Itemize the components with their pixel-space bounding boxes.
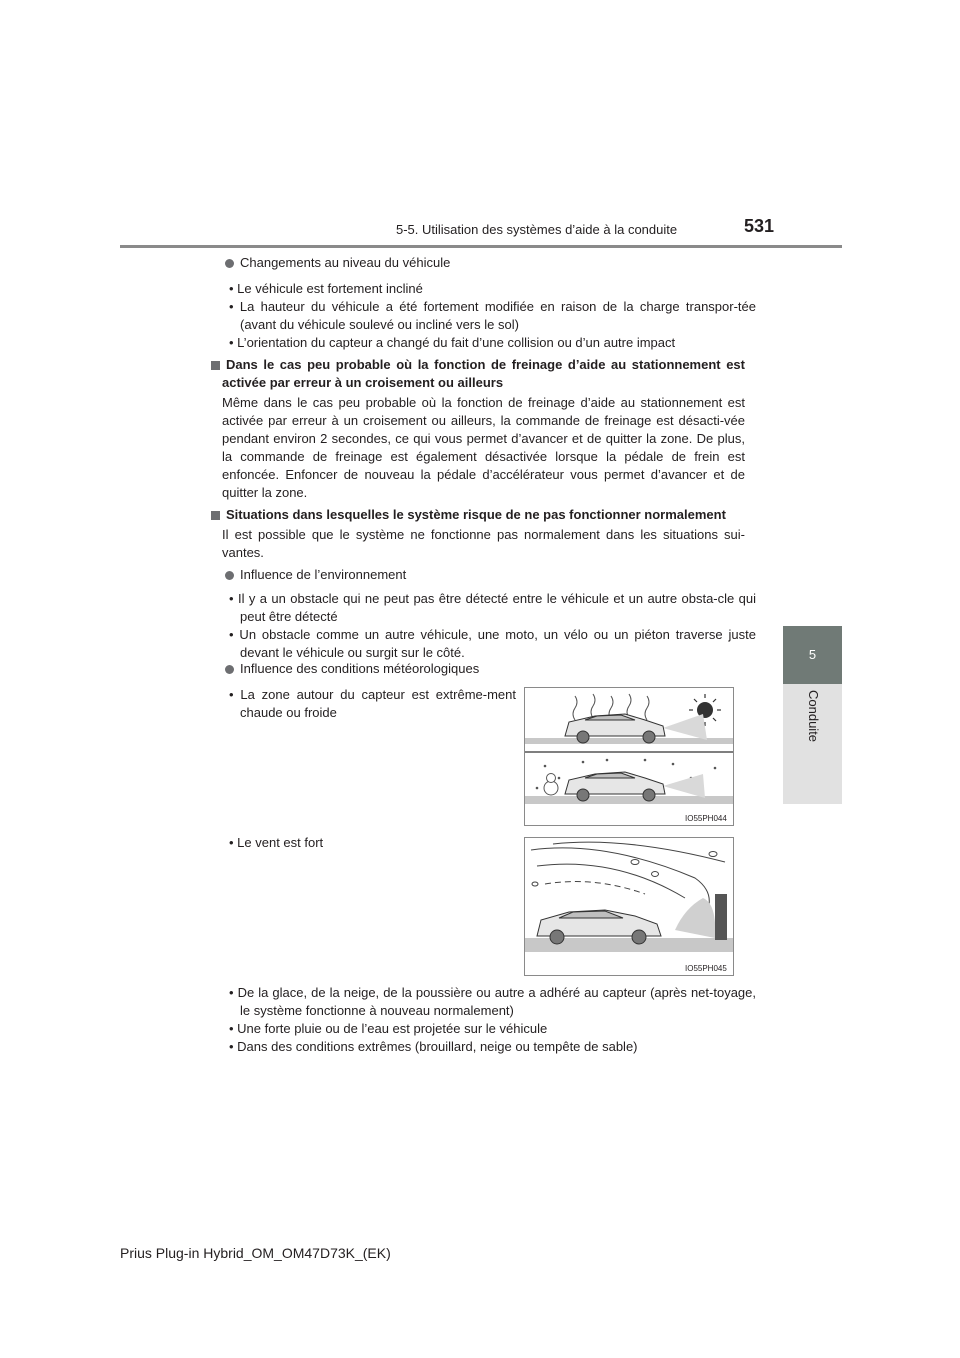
heading-text: Dans le cas peu probable où la fonction de freinage d’aide au stationnement est activée par erreur à un croisement ou ailleurs <box>222 357 745 390</box>
figure-temperature <box>524 687 734 826</box>
item-title: Influence des conditions météorologiques <box>240 661 480 676</box>
wind-illustration <box>525 838 733 975</box>
wall-obstacle <box>715 894 727 940</box>
list-item: • Un obstacle comme un autre véhicule, une moto, un vélo ou un piéton traverse juste devant le véhicule ou surgit sur le côté. <box>229 627 756 660</box>
square-bullet-icon <box>211 361 220 370</box>
circle-bullet-icon <box>225 665 234 674</box>
list-item: • Il y a un obstacle qui ne peut pas être détecté entre le véhicule et un autre obsta-cle qui peut être détecté <box>229 591 756 624</box>
section-heading-2 <box>222 506 745 524</box>
wind-icon <box>531 842 725 912</box>
list-item: • Le véhicule est fortement incliné <box>229 281 423 296</box>
item-title: Changements au niveau du véhicule <box>240 255 451 270</box>
snowman-icon <box>544 774 558 796</box>
item-title: Influence de l’environnement <box>240 567 407 582</box>
document-footer: Prius Plug-in Hybrid_OM_OM47D73K_(EK) <box>120 1245 391 1261</box>
temperature-illustration <box>525 688 733 825</box>
leaf-icon <box>532 852 717 887</box>
item-environment <box>222 566 745 584</box>
list-item: • L’orientation du capteur a changé du fait d’une collision ou d’un autre impact <box>229 335 676 350</box>
item-weather <box>222 660 745 678</box>
heading-text: Situations dans lesquelles le système risque de ne pas fonctionner normalement <box>226 507 726 522</box>
circle-bullet-icon <box>225 259 234 268</box>
list-item: • La hauteur du véhicule a été fortement modifiée en raison de la charge transpor-tée (avant du véhicule soulevé ou incliné vers le sol) <box>229 299 756 332</box>
section-heading-1 <box>222 356 745 392</box>
header-divider <box>120 245 842 248</box>
section-body-1: Même dans le cas peu probable où la fonction de freinage d’aide au stationnement est activée par erreur à un croisement ou ailleurs, la commande de freinage est désacti-vée pendant environ 2 secondes, ce qui vous permet d’avancer et de quitter la zone. De plus, la commande de freinage est également désactivée lorsque la pédale de frein est enfoncée. Enfoncer de nouveau la pédale d’accélérateur vous permet d’avancer et de quitter la zone. <box>222 395 745 500</box>
page-number: 531 <box>744 216 775 236</box>
section-title: 5-5. Utilisation des systèmes d’aide à la conduite <box>396 222 678 237</box>
chapter-tab: 5 <box>783 626 842 684</box>
section-body-2: Il est possible que le système ne fonctionne pas normalement dans les situations sui-vantes. <box>222 527 745 560</box>
list-item: • Une forte pluie ou de l’eau est projetée sur le véhicule <box>229 1021 548 1036</box>
item-vehicle-changes <box>222 254 745 272</box>
list-item: • De la glace, de la neige, de la poussière ou autre a adhéré au capteur (après net-toyage, le système fonctionne à nouveau normalement) <box>229 985 756 1018</box>
chapter-label: Conduite <box>806 690 821 743</box>
square-bullet-icon <box>211 511 220 520</box>
figure-wind <box>524 837 734 976</box>
list-item: • La zone autour du capteur est extrême-ment chaude ou froide <box>229 687 516 720</box>
list-item: • Le vent est fort <box>229 835 324 850</box>
list-item: • Dans des conditions extrêmes (brouillard, neige ou tempête de sable) <box>229 1039 638 1054</box>
circle-bullet-icon <box>225 571 234 580</box>
figure-code: IO55PH044 <box>685 814 727 823</box>
figure-code: IO55PH045 <box>685 964 727 973</box>
